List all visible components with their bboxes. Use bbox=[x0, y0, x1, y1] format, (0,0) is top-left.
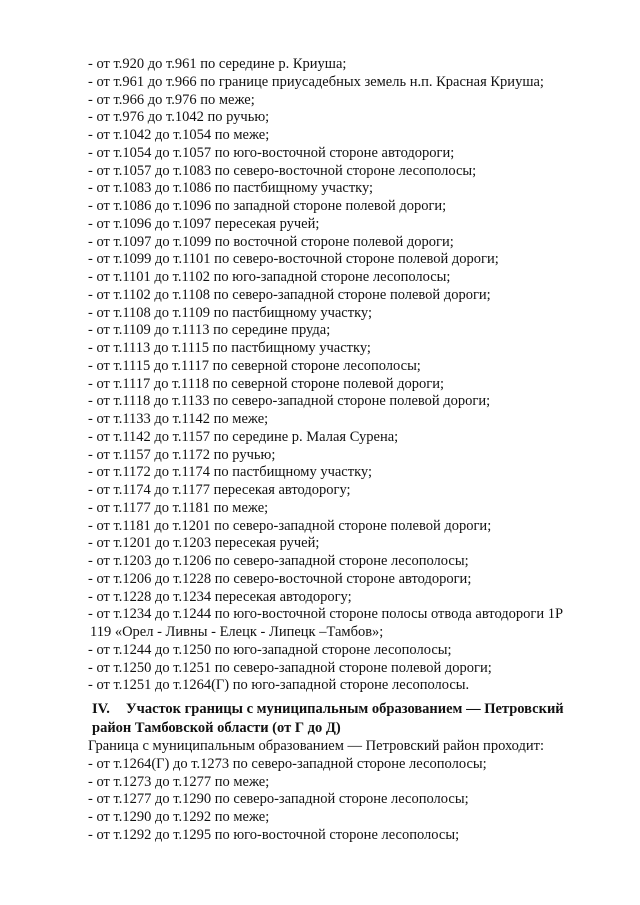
boundary-list-section-4 bbox=[88, 738, 608, 845]
list-item: - от т.966 до т.976 по меже; bbox=[88, 91, 255, 108]
list-item: - от т.1083 до т.1086 по пастбищному участку; bbox=[88, 180, 374, 197]
list-item: - от т.1109 до т.1113 по середине пруда; bbox=[88, 322, 331, 339]
section-number: IV. bbox=[92, 701, 110, 717]
list-item: - от т.1292 до т.1295 по юго-восточной стороне лесополосы; bbox=[88, 826, 460, 843]
section-title-part-2: район Тамбовской области (от Г до Д) bbox=[92, 720, 341, 736]
section-heading bbox=[92, 700, 602, 738]
boundary-list-section-3 bbox=[88, 56, 608, 695]
list-item: - от т.961 до т.966 по границе приусадебных земель н.п. Красная Криуша; bbox=[88, 73, 544, 90]
list-item: - от т.1157 до т.1172 по ручью; bbox=[88, 446, 276, 463]
list-item: - от т.1133 до т.1142 по меже; bbox=[88, 411, 269, 427]
list-item: - от т.976 до т.1042 по ручью; bbox=[88, 109, 270, 126]
list-item: - от т.1277 до т.1290 по северо-западной стороне лесополосы; bbox=[88, 791, 469, 808]
list-item: - от т.1206 до т.1228 по северо-восточной стороне автодороги; bbox=[88, 570, 472, 587]
list-item: - от т.1250 до т.1251 по северо-западной стороне полевой дороги; bbox=[88, 659, 492, 676]
list-item: - от т.1273 до т.1277 по меже; bbox=[88, 773, 270, 790]
list-item: - от т.1228 до т.1234 пересекая автодорогу; bbox=[88, 588, 352, 605]
list-item: - от т.1290 до т.1292 по меже; bbox=[88, 809, 270, 825]
list-item: - от т.1174 до т.1177 пересекая автодорогу; bbox=[88, 482, 351, 498]
list-item: - от т.1203 до т.1206 по северо-западной стороне лесополосы; bbox=[88, 553, 469, 569]
list-item-continuation: 119 «Орел - Ливны - Елецк - Липецк –Тамбов»; bbox=[90, 624, 384, 640]
list-item: - от т.1117 до т.1118 по северной стороне полевой дороги; bbox=[88, 375, 444, 392]
list-item: - от т.1118 до т.1133 по северо-западной стороне полевой дороги; bbox=[88, 393, 491, 410]
list-item: - от т.1244 до т.1250 по юго-западной стороне лесополосы; bbox=[88, 641, 452, 658]
list-item: - от т.1108 до т.1109 по пастбищному участку; bbox=[88, 304, 373, 321]
list-item: - от т.1142 до т.1157 по середине р. Малая Сурена; bbox=[88, 428, 399, 445]
list-item: - от т.1115 до т.1117 по северной стороне лесополосы; bbox=[88, 357, 421, 374]
list-item: - от т.1097 до т.1099 по восточной стороне полевой дороги; bbox=[88, 233, 454, 250]
section-heading-line-1 bbox=[92, 700, 602, 719]
list-item: - от т.1264(Г) до т.1273 по северо-западной стороне лесополосы; bbox=[88, 755, 487, 772]
list-item: - от т.1172 до т.1174 по пастбищному участку; bbox=[88, 464, 373, 481]
list-item: - от т.1201 до т.1203 пересекая ручей; bbox=[88, 535, 320, 552]
list-item: - от т.1101 до т.1102 по юго-западной стороне лесополосы; bbox=[88, 269, 451, 285]
list-item: - от т.1096 до т.1097 пересекая ручей; bbox=[88, 215, 320, 232]
list-item: - от т.1251 до т.1264(Г) по юго-западной стороне лесополосы. bbox=[88, 677, 470, 694]
section-title-part-1: Участок границы с муниципальным образованием — Петровский bbox=[126, 701, 564, 717]
list-item: - от т.1113 до т.1115 по пастбищному участку; bbox=[88, 340, 371, 356]
list-item: - от т.1099 до т.1101 по северо-восточной стороне полевой дороги; bbox=[88, 251, 499, 268]
list-item: - от т.1057 до т.1083 по северо-восточной стороне лесополосы; bbox=[88, 162, 477, 179]
list-item: - от т.1086 до т.1096 по западной стороне полевой дороги; bbox=[88, 198, 447, 214]
list-item: - от т.1177 до т.1181 по меже; bbox=[88, 499, 269, 516]
list-item: - от т.1234 до т.1244 по юго-восточной стороне полосы отвода автодороги 1Р bbox=[88, 606, 564, 623]
list-item: - от т.920 до т.961 по середине р. Криуша; bbox=[88, 56, 347, 72]
list-item: - от т.1042 до т.1054 по меже; bbox=[88, 127, 270, 143]
list-item: - от т.1102 до т.1108 по северо-западной стороне полевой дороги; bbox=[88, 286, 491, 303]
section-intro: Граница с муниципальным образованием — Петровский район проходит: bbox=[88, 738, 544, 754]
list-item: - от т.1054 до т.1057 по юго-восточной стороне автодороги; bbox=[88, 144, 455, 161]
list-item: - от т.1181 до т.1201 по северо-западной стороне полевой дороги; bbox=[88, 517, 492, 534]
